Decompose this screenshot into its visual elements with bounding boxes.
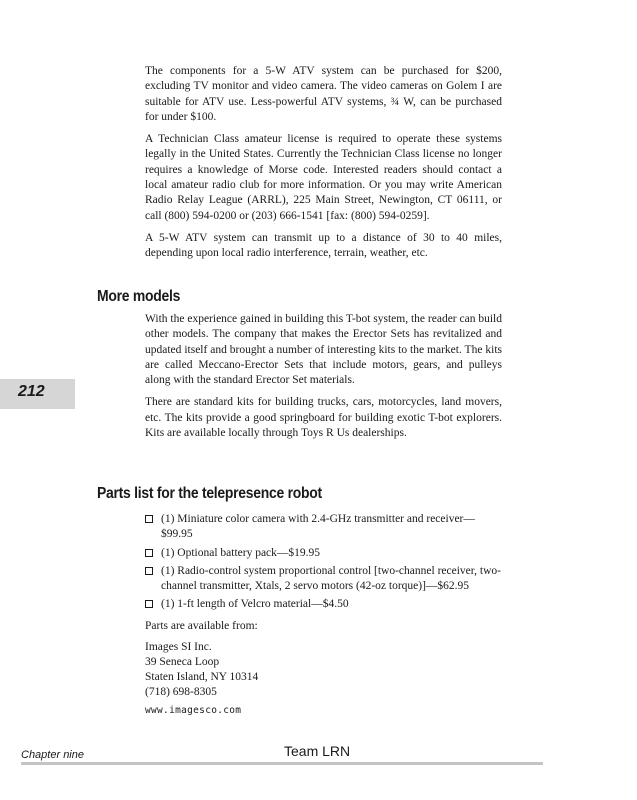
paragraph-atv-components: The components for a 5-W ATV system can be purchased for $200, excluding TV monitor and video camera. The video cameras on Golem I are suitable for ATV use. Less-powerful ATV systems, ¾ W, can be purchased for under $100. (145, 65, 502, 123)
checkbox-icon (145, 567, 153, 575)
supplier-address (145, 640, 502, 700)
list-item: (1) Radio-control system proportional control [two-channel receiver, two-channel transmitter, Xtals, 2 servo motors (42-oz torque)]—$62.95 (145, 564, 502, 595)
supplier-name: Images SI Inc. (145, 641, 212, 654)
intro-text (145, 64, 502, 269)
checkbox-icon (145, 549, 153, 557)
checkbox-icon (145, 600, 153, 608)
supplier-city: Staten Island, NY 10314 (145, 671, 259, 684)
footer-watermark: Team LRN (284, 743, 351, 759)
footer-chapter: Chapter nine (21, 749, 84, 761)
page-number-tab (0, 379, 75, 409)
list-item: (1) Miniature color camera with 2.4-GHz transmitter and receiver—$99.95 (145, 512, 502, 543)
checkbox-icon (145, 515, 153, 523)
supplier-url: www.imagesco.com (145, 705, 242, 717)
heading-parts-list: Parts list for the telepresence robot (97, 485, 322, 502)
paragraph-standard-kits: There are standard kits for building trucks, cars, motorcycles, land movers, etc. The kits provide a good springboard for building exotic T-bot explorers. Kits are available locally through Toys R Us dealerships. (145, 396, 502, 440)
paragraph-erector-sets: With the experience gained in building this T-bot system, the reader can build other models. The company that makes the Erector Sets has revitalized and updated itself and brought a number of interesting kits to the market. The kits are called Meccano-Erector Sets that include motors, gears, and pulleys along with the standard Erector Set materials. (145, 313, 502, 387)
footer-rule (21, 762, 543, 765)
availability-note: Parts are available from: (145, 619, 258, 632)
supplier-phone: (718) 698-8305 (145, 686, 217, 699)
more-models-text (145, 312, 502, 448)
list-item: (1) Optional battery pack—$19.95 (145, 546, 502, 561)
parts-list (145, 512, 502, 613)
parts-list-section (145, 512, 502, 718)
heading-more-models: More models (97, 288, 181, 305)
paragraph-license: A Technician Class amateur license is required to operate these systems legally in the United States. Currently the Technician Class license no longer requires a knowledge of Morse code. Interested readers should contact a local amateur radio club for more information. Or you may write American Radio Relay League (ARRL), 225 Main Street, Newington, CT 06111, or call (800) 594-0200 or (203) 666-1541 [fax: (800) 594-0259]. (145, 133, 502, 222)
page-number: 212 (18, 383, 45, 400)
paragraph-atv-range: A 5-W ATV system can transmit up to a distance of 30 to 40 miles, depending upon local radio interference, terrain, weather, etc. (145, 231, 502, 260)
supplier-street: 39 Seneca Loop (145, 656, 220, 669)
list-item: (1) 1-ft length of Velcro material—$4.50 (145, 597, 502, 612)
